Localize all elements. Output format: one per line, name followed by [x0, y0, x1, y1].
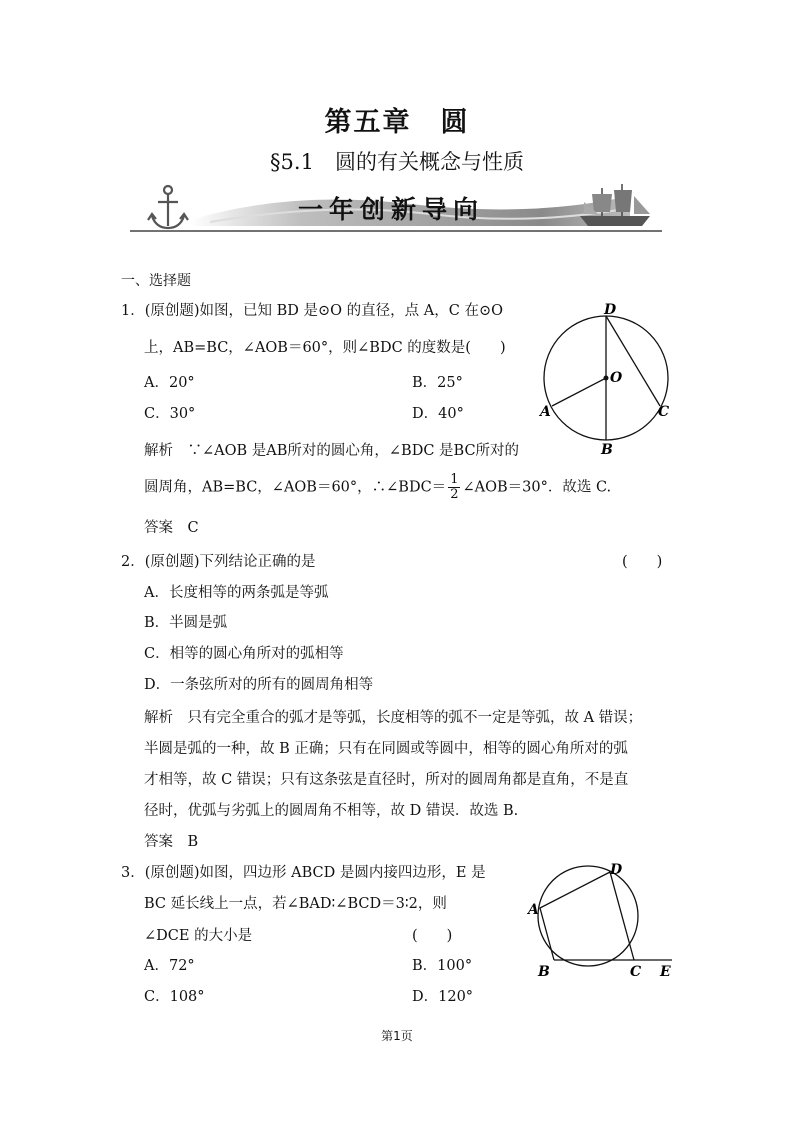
q3-line3: ∠DCE 的大小是 [144, 928, 253, 944]
label-o: O [610, 370, 623, 386]
label-b: B [601, 442, 613, 458]
q1-analysis-line2 [144, 473, 611, 502]
q2-bracket: ( ) [622, 554, 663, 570]
label-d: D [604, 302, 617, 318]
fraction-one-half [448, 473, 460, 502]
chapter-title: 第五章 圆 [324, 107, 470, 138]
label-c: C [658, 404, 670, 420]
q2-analysis-line2: 半圆是弧的一种，故 B 正确；只有在同圆或等圆中，相等的圆心角所对的弧 [144, 741, 628, 757]
q2-option-a: A．长度相等的两条弧是等弧 [144, 585, 329, 601]
q2-analysis-line3: 才相等，故 C 错误；只有这条弦是直径时，所对的圆周角都是直角，不是直 [144, 772, 629, 788]
q1-option-c: C．30° [144, 406, 196, 422]
label-a: A [528, 902, 539, 918]
anchor-icon [148, 186, 188, 228]
q2-option-b: B．半圆是弧 [144, 615, 228, 631]
section-title: §5.1 圆的有关概念与性质 [270, 150, 524, 174]
q1-option-a: A．20° [144, 375, 195, 391]
q1-circle-figure [538, 302, 678, 462]
banner-text: 一年创新导向 [298, 195, 485, 224]
q2-analysis-line1: 解析 只有完全重合的弧才是等弧，长度相等的弧不一定是等弧，故 A 错误； [144, 710, 643, 726]
q2-stem: 2．(原创题)下列结论正确的是 [121, 554, 316, 570]
label-a: A [540, 404, 551, 420]
q3-option-d: D．120° [412, 989, 474, 1005]
label-b: B [538, 964, 550, 980]
q2-answer: 答案 B [144, 834, 199, 850]
q1-line1: 1．(原创题)如图，已知 BD 是⊙O 的直径，点 A，C 在⊙O [121, 303, 504, 319]
q1-option-d: D．40° [412, 406, 464, 422]
q1-answer: 答案 C [144, 520, 199, 536]
q1-analysis-line2-a: 圆周角，AB=BC，∠AOB＝60°，∴∠BDC＝ [144, 479, 447, 496]
q2-option-c: C．相等的圆心角所对的弧相等 [144, 646, 344, 662]
q3-line2: BC 延长线上一点，若∠BAD∶∠BCD＝3∶2，则 [144, 896, 447, 912]
q3-option-c: C．108° [144, 989, 205, 1005]
page-number: 第1页 [381, 1029, 413, 1043]
q1-line2: 上，AB=BC，∠AOB＝60°，则∠BDC 的度数是( ) [144, 340, 506, 356]
q2-option-d: D．一条弦所对的所有的圆周角相等 [144, 677, 374, 693]
q3-bracket: ( ) [412, 928, 453, 944]
frac-numerator: 1 [450, 472, 459, 487]
q3-circle-figure [524, 858, 680, 982]
frac-denominator: 2 [450, 487, 459, 502]
q1-analysis-line1: 解析 ∵∠AOB 是AB所对的圆心角，∠BDC 是BC所对的 [144, 443, 520, 459]
q3-line1: 3．(原创题)如图，四边形 ABCD 是圆内接四边形，E 是 [121, 865, 486, 881]
q3-option-a: A．72° [144, 958, 195, 974]
label-e: E [660, 964, 671, 980]
section-label: 一、选择题 [121, 273, 191, 289]
q1-analysis-line2-b: ∠AOB＝30°．故选 C. [462, 479, 612, 496]
label-c: C [630, 964, 642, 980]
q1-option-b: B．25° [412, 375, 463, 391]
q3-option-b: B．100° [412, 958, 473, 974]
q2-analysis-line4: 径时，优弧与劣弧上的圆周角不相等，故 D 错误．故选 B. [144, 803, 519, 819]
label-d: D [610, 862, 623, 878]
